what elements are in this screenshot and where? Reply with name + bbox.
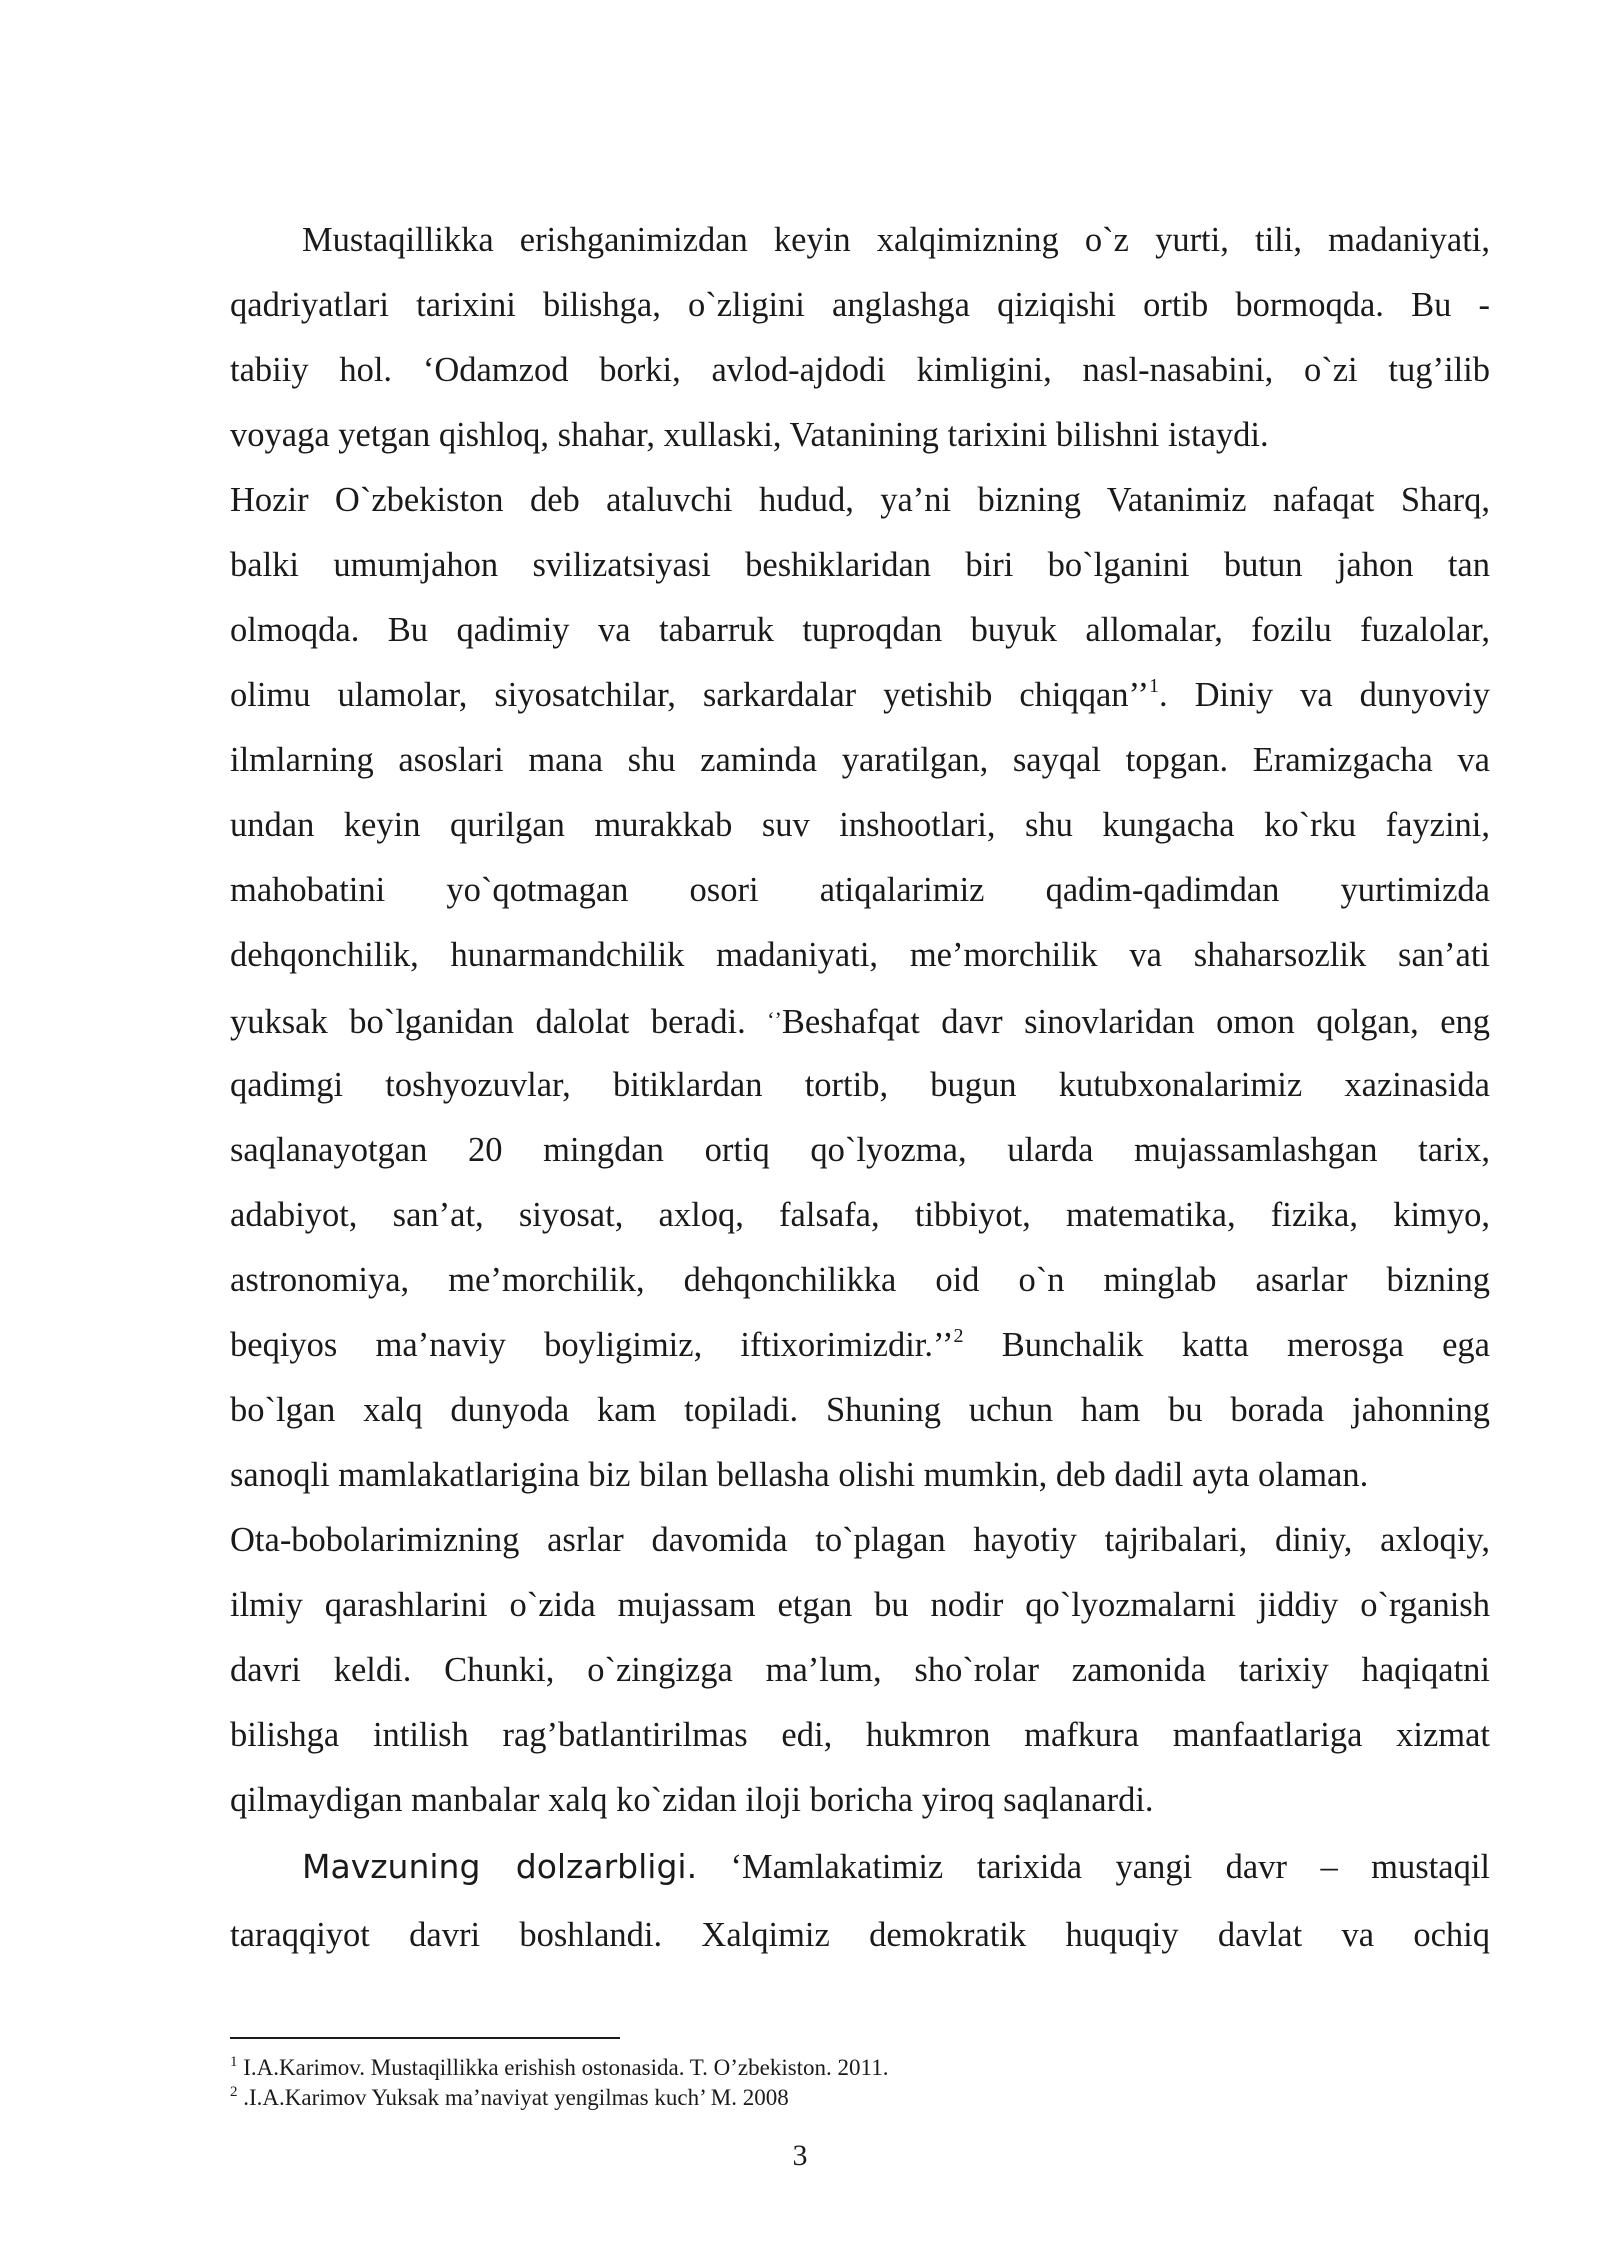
body-line: astronomiya, me’morchilik, dehqonchilikka oid o`n minglab asarlar bizning: [230, 1261, 1490, 1299]
line-segment: . Diniy va dunyoviy: [1158, 676, 1491, 714]
body-line: ilmiy qarashlarini o`zida mujassam etgan bu nodir qo`lyozmalarni jiddiy o`rganish: [230, 1586, 1490, 1624]
footnote: [230, 2083, 789, 2113]
section-heading: Mavzuning dolzarbligi.: [302, 1847, 698, 1886]
body-line: [230, 1320, 1490, 1370]
footnote-number: 1: [230, 2054, 238, 2070]
body-line: bo`lgan xalq dunyoda kam topiladi. Shuning uchun ham bu borada jahonning: [230, 1391, 1490, 1429]
body-line: olmoqda. Bu qadimiy va tabarruk tuproqdan buyuk allomalar, fozilu fuzalolar,: [230, 611, 1490, 649]
footnote-ref-2: 2: [953, 1325, 964, 1347]
body-line: voyaga yetgan qishloq, shahar, xullaski, Vatanining tarixini bilishni istaydi.: [230, 416, 1269, 454]
footnote: [230, 2053, 888, 2083]
line-segment: yuksak bo`lganidan dalolat beradi.: [230, 1003, 746, 1041]
body-line: ilmlarning asoslari mana shu zaminda yaratilgan, sayqal topgan. Eramizgacha va: [230, 741, 1490, 779]
footnote-ref-1: 1: [1148, 675, 1159, 697]
page-number: 3: [792, 2139, 808, 2172]
body-line: Ota-bobolarimizning asrlar davomida to`plagan hayotiy tajribalari, diniy, axloqiy,: [230, 1521, 1490, 1559]
body-line: qadimgi toshyozuvlar, bitiklardan tortib, bugun kutubxonalarimiz xazinasida: [230, 1066, 1490, 1104]
line-segment: Bunchalik katta merosga ega: [963, 1326, 1490, 1364]
body-line: [302, 1842, 1490, 1892]
body-line: davri keldi. Chunki, o`zingizga ma’lum, sho`rolar zamonida tarixiy haqiqatni: [230, 1651, 1490, 1689]
body-line: [230, 670, 1490, 720]
body-line: Mustaqillikka erishganimizdan keyin xalqimizning o`z yurti, tili, madaniyati,: [302, 221, 1490, 259]
body-line: bilishga intilish rag’batlantirilmas edi, hukmron mafkura manfaatlariga xizmat: [230, 1716, 1490, 1754]
body-line: undan keyin qurilgan murakkab suv inshootlari, shu kungacha ko`rku fayzini,: [230, 806, 1490, 844]
footnote-number: 2: [230, 2084, 238, 2100]
body-line: qadriyatlari tarixini bilishga, o`zligini anglashga qiziqishi ortib bormoqda. Bu -: [230, 286, 1490, 324]
body-line: tabiiy hol. ‘Odamzod borki, avlod-ajdodi kimligini, nasl-nasabini, o`zi tug’ilib: [230, 351, 1490, 389]
body-line: saqlanayotgan 20 mingdan ortiq qo`lyozma, ularda mujassamlashgan tarix,: [230, 1131, 1490, 1169]
footnote-text: I.A.Karimov. Mustaqillikka erishish ostonasida. T. O’zbekiston. 2011.: [237, 2055, 889, 2080]
body-line: adabiyot, san’at, siyosat, axloq, falsafa, tibbiyot, matematika, fizika, kimyo,: [230, 1196, 1490, 1234]
body-line: taraqqiyot davri boshlandi. Xalqimiz demokratik huquqiy davlat va ochiq: [230, 1916, 1490, 1954]
body-line: sanoqli mamlakatlarigina biz bilan bellasha olishi mumkin, deb dadil ayta olaman.: [230, 1456, 1369, 1494]
quote-mark: ‘’: [767, 1007, 782, 1032]
body-line: Hozir O`zbekiston deb ataluvchi hudud, ya’ni bizning Vatanimiz nafaqat Sharq,: [230, 481, 1490, 519]
body-line: qilmaydigan manbalar xalq ko`zidan iloji boricha yiroq saqlanardi.: [230, 1781, 1154, 1819]
body-line: balki umumjahon svilizatsiyasi beshiklaridan biri bo`lganini butun jahon tan: [230, 546, 1490, 584]
line-segment: ‘Mamlakatimiz tarixida yangi davr – mustaqil: [697, 1848, 1491, 1886]
line-segment: beqiyos ma’naviy boyligimiz, iftixorimizdir.’’: [230, 1326, 954, 1364]
body-line: [230, 995, 1490, 1045]
footnote-separator: [230, 2037, 620, 2039]
line-segment: olimu ulamolar, siyosatchilar, sarkardalar yetishib chiqqan’’: [230, 676, 1149, 714]
line-segment: Beshafqat davr sinovlaridan omon qolgan, eng: [781, 1003, 1491, 1041]
body-line: mahobatini yo`qotmagan osori atiqalarimiz qadim-qadimdan yurtimizda: [230, 871, 1490, 909]
body-line: dehqonchilik, hunarmandchilik madaniyati, me’morchilik va shaharsozlik san’ati: [230, 936, 1490, 974]
footnote-text: .I.A.Karimov Yuksak ma’naviyat yengilmas kuch’ M. 2008: [237, 2085, 789, 2110]
